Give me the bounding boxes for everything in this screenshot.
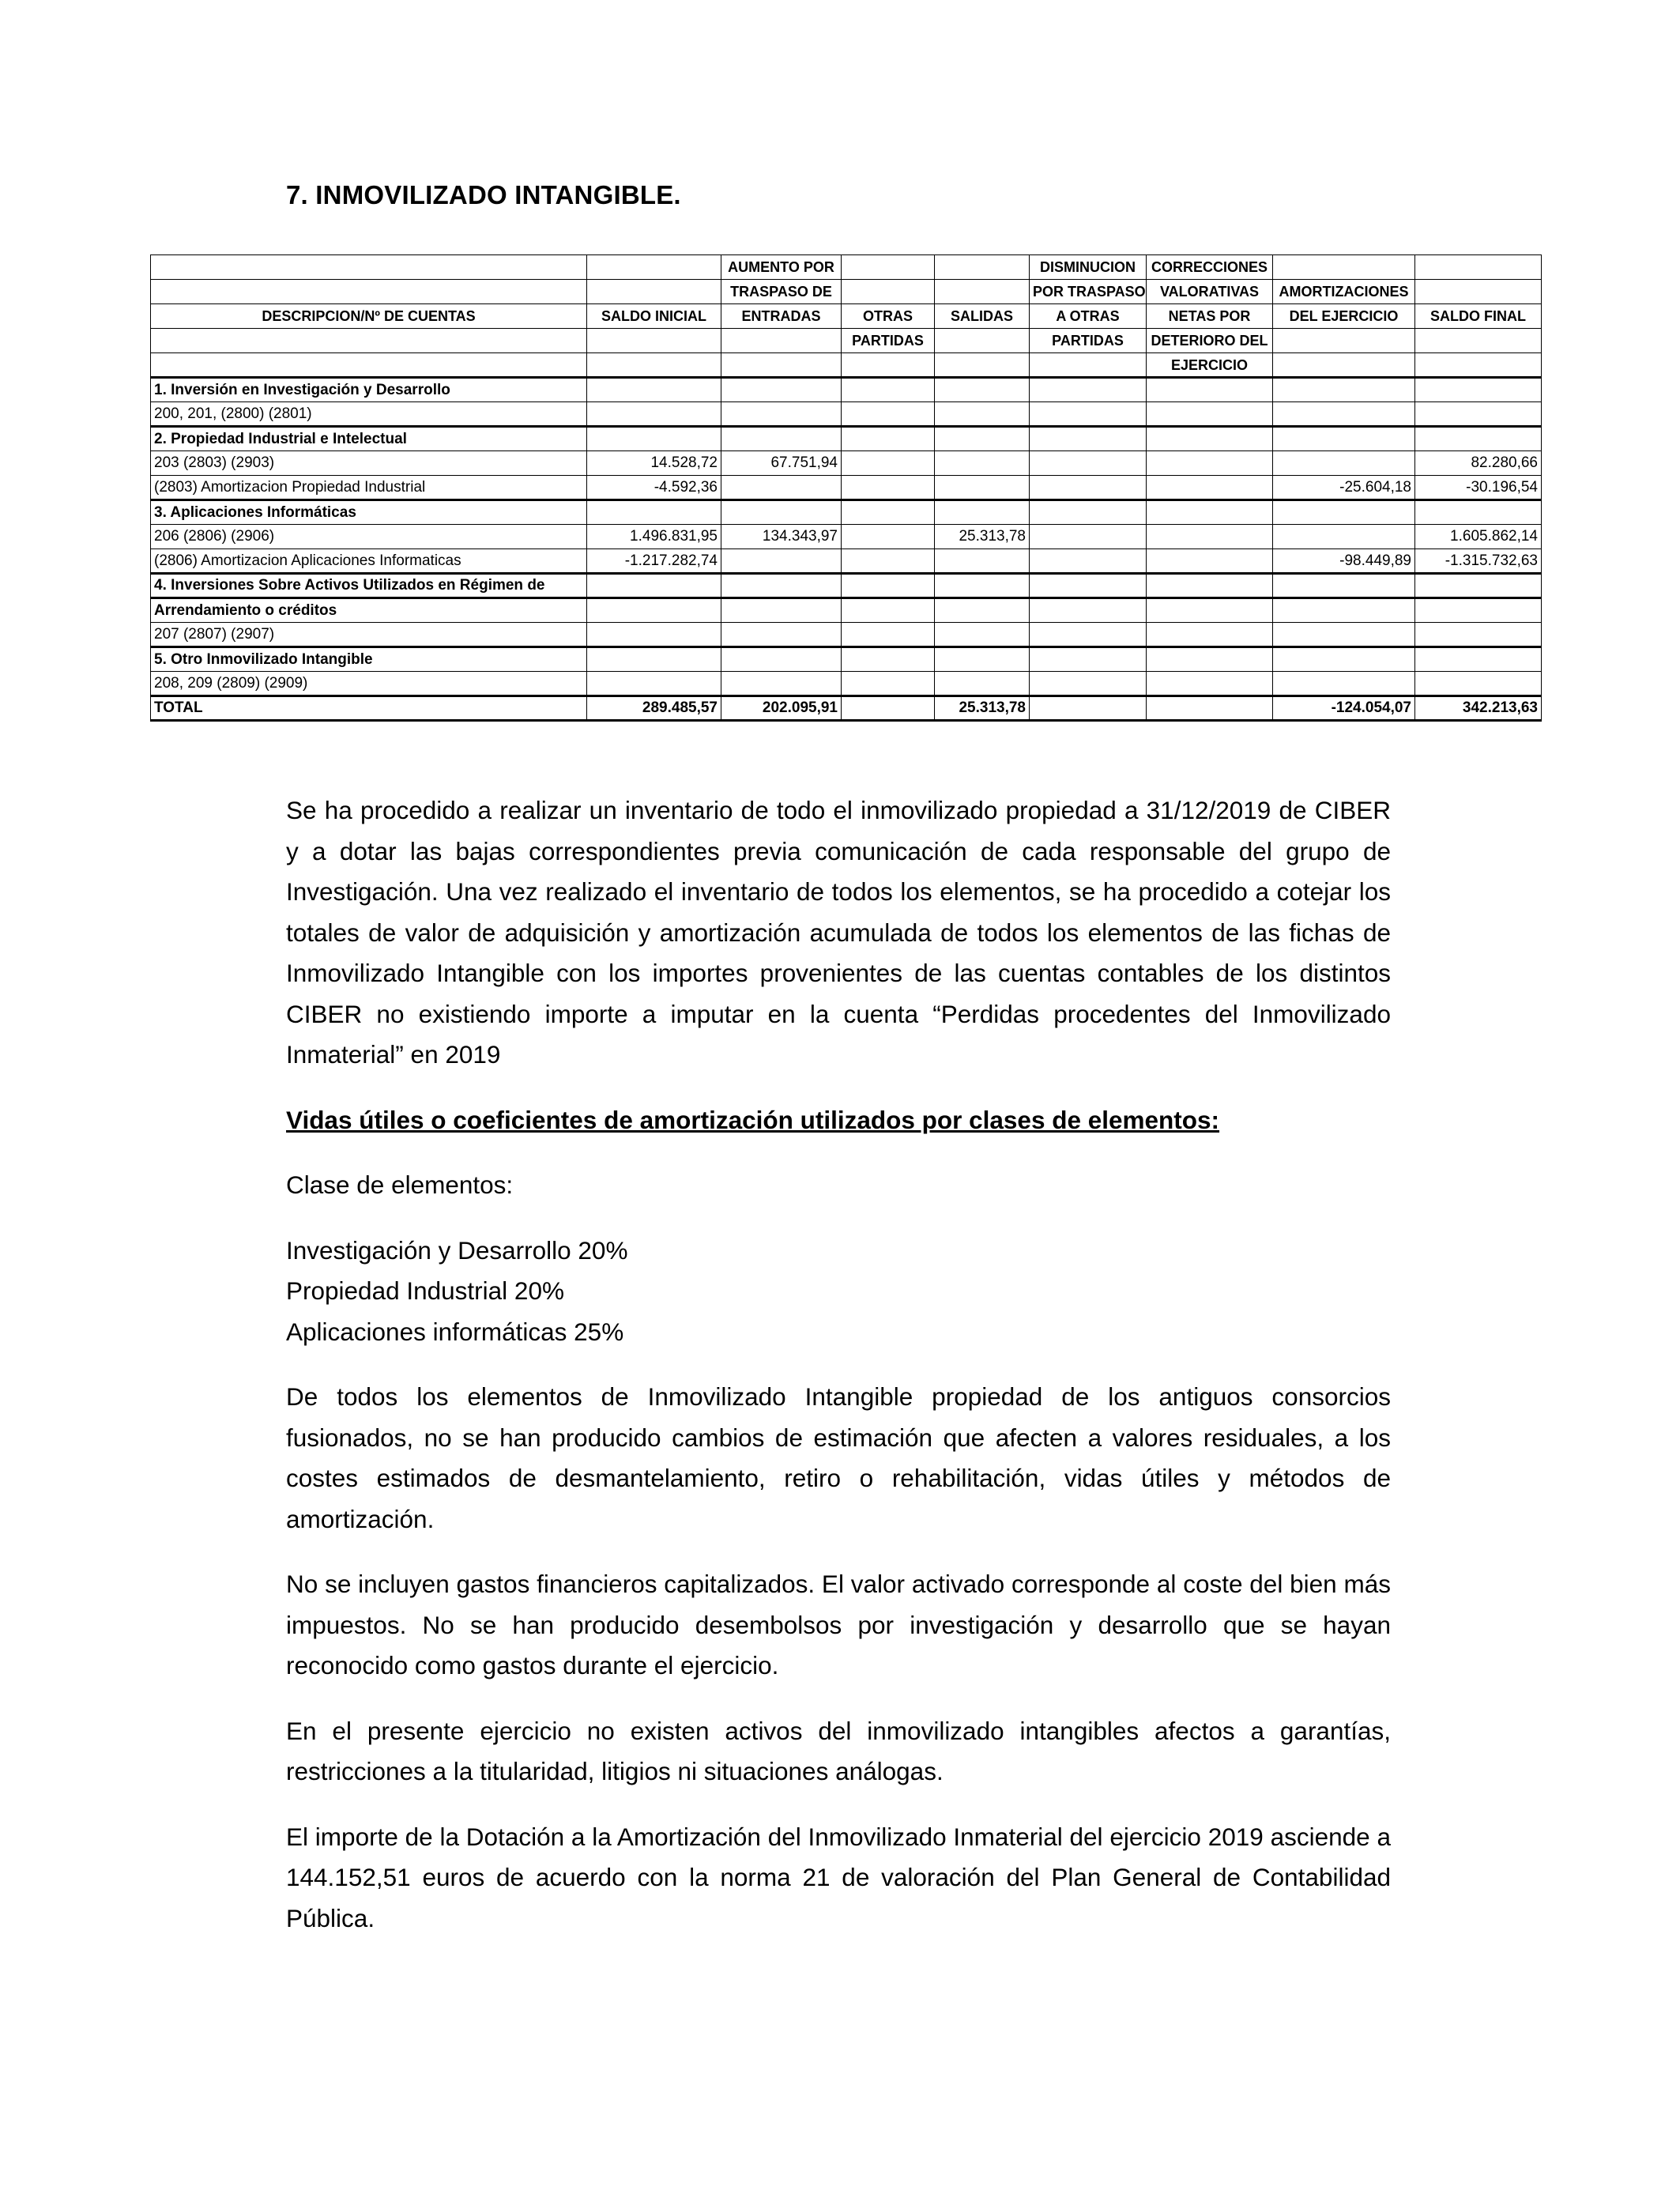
table-header-cell <box>1415 329 1542 353</box>
amount-cell <box>1147 378 1273 402</box>
table-header-cell <box>1415 353 1542 378</box>
class-item: Aplicaciones informáticas 25% <box>286 1317 624 1346</box>
intangible-assets-table <box>150 254 1542 722</box>
table-header-cell <box>1273 329 1415 353</box>
amount-cell <box>842 549 935 574</box>
table-header-row <box>151 255 1542 280</box>
amount-cell <box>842 672 935 696</box>
table-header-cell: EJERCICIO <box>1147 353 1273 378</box>
paragraph-financial-costs: No se incluyen gastos financieros capitalizados. El valor activado corresponde al coste del bien más impuestos. No se han producido desembolsos por investigación y desarrollo que se hayan reconocido como gastos durante el ejercicio. <box>286 1570 1391 1679</box>
account-description-cell: (2803) Amortizacion Propiedad Industrial <box>151 476 587 500</box>
table-row <box>151 525 1542 549</box>
amount-cell <box>1030 525 1147 549</box>
amount-cell <box>1147 427 1273 451</box>
account-description-cell: 208, 209 (2809) (2909) <box>151 672 587 696</box>
table-header-row <box>151 329 1542 353</box>
table-header-cell <box>587 329 721 353</box>
amount-cell <box>935 378 1030 402</box>
table-header-cell <box>587 280 721 304</box>
account-description-cell: 5. Otro Inmovilizado Intangible <box>151 647 587 672</box>
table-header-cell <box>842 353 935 378</box>
amount-cell <box>1273 647 1415 672</box>
amount-cell: 134.343,97 <box>721 525 842 549</box>
body-text <box>286 790 1391 1963</box>
amount-cell <box>1147 672 1273 696</box>
table-header-cell: DEL EJERCICIO <box>1273 304 1415 329</box>
amount-cell <box>842 598 935 623</box>
amount-cell <box>721 647 842 672</box>
table-header-cell <box>721 353 842 378</box>
amount-cell <box>1415 672 1542 696</box>
table-row <box>151 549 1542 574</box>
amount-cell <box>721 378 842 402</box>
amount-cell: 1.496.831,95 <box>587 525 721 549</box>
amount-cell <box>587 672 721 696</box>
table-header-cell: NETAS POR <box>1147 304 1273 329</box>
intangible-assets-table-wrap <box>150 254 1541 722</box>
amount-cell <box>935 598 1030 623</box>
table-header-cell: POR TRASPASO <box>1030 280 1147 304</box>
amount-cell <box>1147 598 1273 623</box>
amount-cell <box>935 549 1030 574</box>
amount-cell <box>1030 598 1147 623</box>
amount-cell <box>935 574 1030 598</box>
paragraph-amortization-amount: El importe de la Dotación a la Amortización del Inmovilizado Inmaterial del ejercicio 2019 asciende a 144.152,51 euros de acuerdo con la norma 21 de valoración del Plan General de Contabilidad Pública. <box>286 1822 1391 1932</box>
table-row <box>151 451 1542 476</box>
section-title: 7. INMOVILIZADO INTANGIBLE. <box>286 180 681 209</box>
amount-cell <box>842 427 935 451</box>
table-header-cell: VALORATIVAS <box>1147 280 1273 304</box>
amount-cell: 67.751,94 <box>721 451 842 476</box>
table-row <box>151 402 1542 427</box>
table-row <box>151 500 1542 525</box>
amount-cell: -25.604,18 <box>1273 476 1415 500</box>
amount-cell <box>587 598 721 623</box>
paragraph-guarantees: En el presente ejercicio no existen activos del inmovilizado intangibles afectos a garantías, restricciones a la titularidad, litigios ni situaciones análogas. <box>286 1716 1391 1785</box>
amount-cell <box>1273 402 1415 427</box>
amount-cell: 25.313,78 <box>935 525 1030 549</box>
amount-cell <box>721 672 842 696</box>
table-row <box>151 672 1542 696</box>
amount-cell <box>1030 623 1147 647</box>
amount-cell: -30.196,54 <box>1415 476 1542 500</box>
amount-cell <box>721 427 842 451</box>
amount-cell <box>1147 696 1273 721</box>
amount-cell <box>721 549 842 574</box>
table-header-cell <box>1273 255 1415 280</box>
amount-cell <box>935 402 1030 427</box>
table-header-cell: AUMENTO POR <box>721 255 842 280</box>
amount-cell <box>1030 427 1147 451</box>
paragraph-inventory: Se ha procedido a realizar un inventario de todo el inmovilizado propiedad a 31/12/2019 de CIBER y a dotar las bajas correspondientes previa comunicación de cada responsable del grupo de Investigación. Una vez realizado el inventario de todos los elementos, se ha procedido a cotejar los totales de valor de adquisición y amortización acumulada de todos los elementos de las fichas de Inmovilizado Intangible con los importes provenientes de las cuentas contables de los distintos CIBER no existiendo importe a imputar en la cuenta “Perdidas procedentes del Inmovilizado Inmaterial” en 2019 <box>286 796 1391 1069</box>
amount-cell <box>842 696 935 721</box>
amount-cell <box>1273 500 1415 525</box>
table-total-row <box>151 696 1542 721</box>
amount-cell <box>1030 647 1147 672</box>
amount-cell: 1.605.862,14 <box>1415 525 1542 549</box>
account-description-cell: 203 (2803) (2903) <box>151 451 587 476</box>
table-header-cell: OTRAS <box>842 304 935 329</box>
amount-cell <box>1147 647 1273 672</box>
table-header-cell: PARTIDAS <box>842 329 935 353</box>
amount-cell <box>1415 402 1542 427</box>
classes-label: Clase de elementos: <box>286 1171 514 1199</box>
class-item: Propiedad Industrial 20% <box>286 1276 564 1305</box>
amount-cell <box>1147 549 1273 574</box>
amount-cell <box>1030 500 1147 525</box>
table-row <box>151 647 1542 672</box>
amount-cell <box>1273 598 1415 623</box>
amount-cell <box>1030 696 1147 721</box>
table-header-cell <box>587 255 721 280</box>
classes-list <box>286 1231 1391 1353</box>
amount-cell <box>1030 402 1147 427</box>
table-header-cell <box>151 353 587 378</box>
account-description-cell: (2806) Amortizacion Aplicaciones Informaticas <box>151 549 587 574</box>
table-row <box>151 476 1542 500</box>
table-header-cell: CORRECCIONES <box>1147 255 1273 280</box>
amount-cell <box>1273 451 1415 476</box>
table-header-cell <box>151 255 587 280</box>
amount-cell <box>935 647 1030 672</box>
account-description-cell: TOTAL <box>151 696 587 721</box>
amount-cell <box>935 500 1030 525</box>
amount-cell <box>1147 402 1273 427</box>
amount-cell <box>721 623 842 647</box>
amount-cell <box>842 451 935 476</box>
table-body <box>151 255 1542 721</box>
table-header-cell: DETERIORO DEL <box>1147 329 1273 353</box>
table-header-cell: DESCRIPCION/Nº DE CUENTAS <box>151 304 587 329</box>
amount-cell <box>721 476 842 500</box>
account-description-cell: 207 (2807) (2907) <box>151 623 587 647</box>
amount-cell <box>587 574 721 598</box>
paragraph-estimates: De todos los elementos de Inmovilizado Intangible propiedad de los antiguos consorcios fusionados, no se han producido cambios de estimación que afecten a valores residuales, a los costes estimados de desmantelamiento, retiro o rehabilitación, vidas útiles y métodos de amortización. <box>286 1382 1391 1533</box>
amount-cell <box>1273 574 1415 598</box>
amount-cell <box>587 427 721 451</box>
amount-cell <box>1030 574 1147 598</box>
table-header-cell <box>935 255 1030 280</box>
table-header-cell: DISMINUCION <box>1030 255 1147 280</box>
amount-cell <box>587 402 721 427</box>
table-row <box>151 574 1542 598</box>
class-item: Investigación y Desarrollo 20% <box>286 1235 628 1265</box>
amount-cell <box>842 378 935 402</box>
table-header-cell <box>1030 353 1147 378</box>
table-row <box>151 427 1542 451</box>
table-header-cell <box>587 353 721 378</box>
amount-cell: 342.213,63 <box>1415 696 1542 721</box>
amount-cell: -4.592,36 <box>587 476 721 500</box>
table-header-cell: A OTRAS <box>1030 304 1147 329</box>
table-row <box>151 623 1542 647</box>
amount-cell <box>587 623 721 647</box>
amount-cell <box>1147 525 1273 549</box>
amount-cell <box>587 378 721 402</box>
amount-cell <box>1147 623 1273 647</box>
amount-cell <box>1030 549 1147 574</box>
table-header-cell <box>151 280 587 304</box>
table-row <box>151 598 1542 623</box>
table-header-cell <box>935 280 1030 304</box>
table-header-cell: SALDO INICIAL <box>587 304 721 329</box>
amount-cell <box>935 672 1030 696</box>
account-description-cell: 200, 201, (2800) (2801) <box>151 402 587 427</box>
table-header-cell <box>935 329 1030 353</box>
amount-cell: -1.217.282,74 <box>587 549 721 574</box>
account-description-cell: 3. Aplicaciones Informáticas <box>151 500 587 525</box>
amount-cell: 202.095,91 <box>721 696 842 721</box>
amount-cell <box>935 476 1030 500</box>
account-description-cell: 2. Propiedad Industrial e Intelectual <box>151 427 587 451</box>
amount-cell <box>721 574 842 598</box>
amount-cell <box>1415 574 1542 598</box>
amount-cell <box>842 574 935 598</box>
amount-cell <box>1147 476 1273 500</box>
amount-cell <box>1415 623 1542 647</box>
table-header-row <box>151 280 1542 304</box>
amount-cell <box>842 623 935 647</box>
amount-cell <box>1415 500 1542 525</box>
amount-cell <box>721 598 842 623</box>
table-header-cell <box>842 255 935 280</box>
account-description-cell: 1. Inversión en Investigación y Desarrollo <box>151 378 587 402</box>
account-description-cell: 4. Inversiones Sobre Activos Utilizados en Régimen de <box>151 574 587 598</box>
amount-cell <box>587 647 721 672</box>
table-header-cell: AMORTIZACIONES <box>1273 280 1415 304</box>
amount-cell <box>1030 672 1147 696</box>
amount-cell <box>842 525 935 549</box>
amount-cell <box>1273 623 1415 647</box>
amount-cell <box>842 402 935 427</box>
amount-cell: 25.313,78 <box>935 696 1030 721</box>
amount-cell <box>1273 378 1415 402</box>
amount-cell <box>1030 476 1147 500</box>
amount-cell <box>587 500 721 525</box>
useful-lives-subtitle: Vidas útiles o coeficientes de amortización utilizados por clases de elementos: <box>286 1105 1220 1134</box>
table-header-row <box>151 304 1542 329</box>
account-description-cell: Arrendamiento o créditos <box>151 598 587 623</box>
amount-cell: 289.485,57 <box>587 696 721 721</box>
table-header-cell <box>721 329 842 353</box>
table-header-cell: SALIDAS <box>935 304 1030 329</box>
table-header-row <box>151 353 1542 378</box>
amount-cell <box>1030 378 1147 402</box>
amount-cell <box>935 451 1030 476</box>
amount-cell <box>1147 500 1273 525</box>
amount-cell <box>721 402 842 427</box>
amount-cell <box>1415 647 1542 672</box>
table-header-cell: TRASPASO DE <box>721 280 842 304</box>
table-header-cell <box>151 329 587 353</box>
amount-cell <box>1030 451 1147 476</box>
amount-cell <box>721 500 842 525</box>
amount-cell <box>1415 427 1542 451</box>
amount-cell: -98.449,89 <box>1273 549 1415 574</box>
amount-cell <box>1273 427 1415 451</box>
amount-cell <box>1415 598 1542 623</box>
table-row <box>151 378 1542 402</box>
amount-cell <box>1147 574 1273 598</box>
table-header-cell <box>1415 280 1542 304</box>
table-header-cell <box>842 280 935 304</box>
amount-cell <box>1273 672 1415 696</box>
amount-cell: -1.315.732,63 <box>1415 549 1542 574</box>
amount-cell <box>935 623 1030 647</box>
table-header-cell <box>1273 353 1415 378</box>
amount-cell: -124.054,07 <box>1273 696 1415 721</box>
table-header-cell: SALDO FINAL <box>1415 304 1542 329</box>
amount-cell <box>842 647 935 672</box>
amount-cell <box>1147 451 1273 476</box>
amount-cell <box>1273 525 1415 549</box>
amount-cell <box>842 476 935 500</box>
amount-cell <box>1415 378 1542 402</box>
table-header-cell: ENTRADAS <box>721 304 842 329</box>
amount-cell <box>842 500 935 525</box>
table-header-cell <box>935 353 1030 378</box>
amount-cell: 14.528,72 <box>587 451 721 476</box>
table-header-cell <box>1415 255 1542 280</box>
account-description-cell: 206 (2806) (2906) <box>151 525 587 549</box>
amount-cell <box>935 427 1030 451</box>
table-header-cell: PARTIDAS <box>1030 329 1147 353</box>
amount-cell: 82.280,66 <box>1415 451 1542 476</box>
